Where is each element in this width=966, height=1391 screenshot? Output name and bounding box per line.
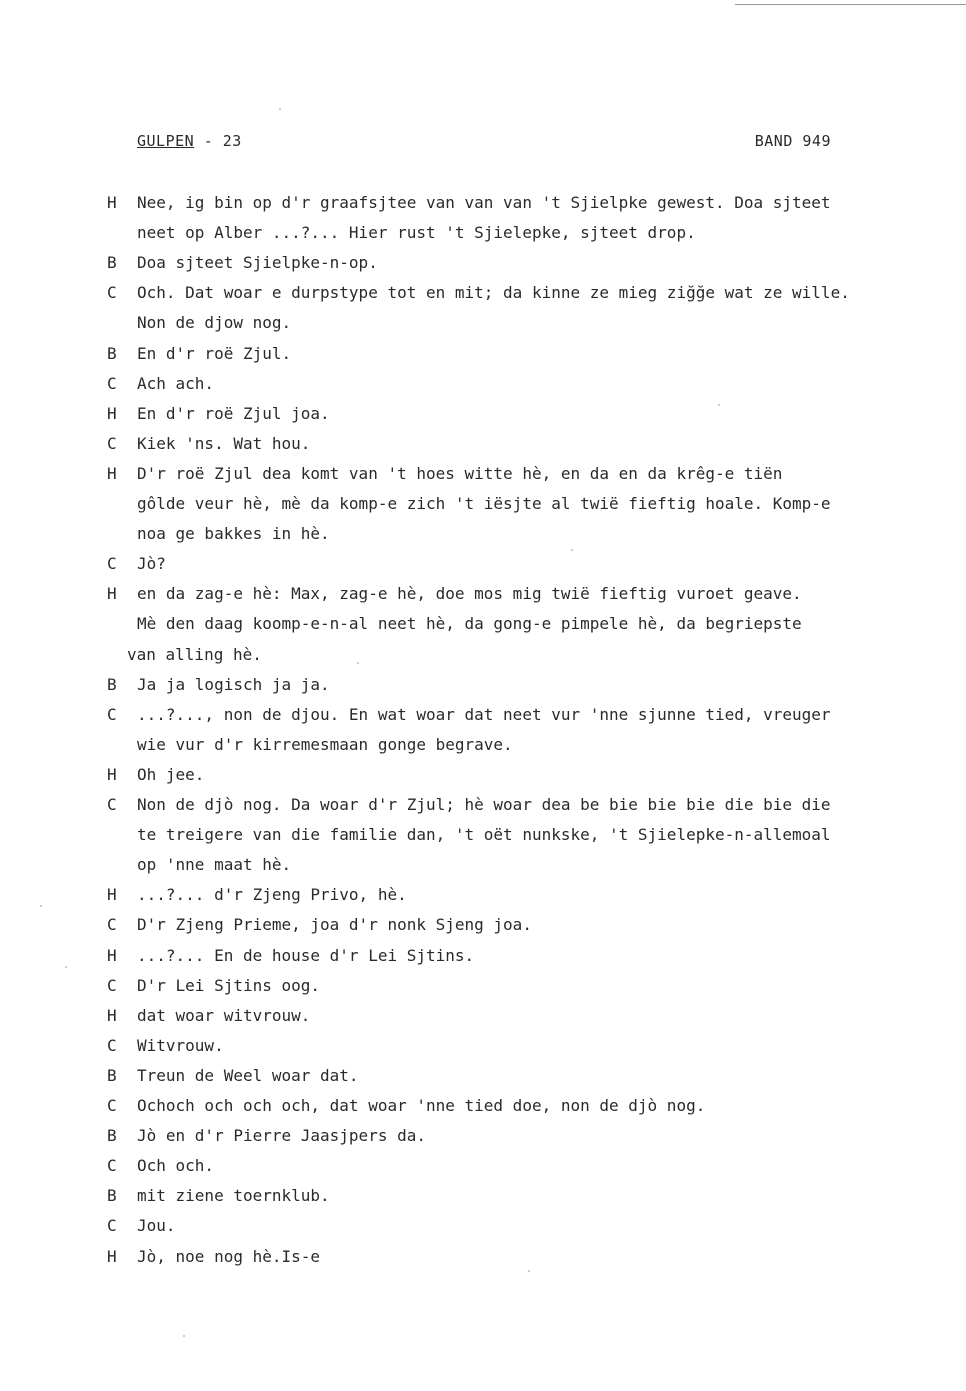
speaker-label: B bbox=[107, 675, 117, 694]
transcript-line bbox=[0, 974, 966, 998]
line-text: En d'r roë Zjul joa. bbox=[137, 404, 330, 423]
transcript-line bbox=[0, 522, 966, 546]
speaker-label: H bbox=[107, 404, 117, 423]
line-text: mit ziene toernklub. bbox=[137, 1186, 330, 1205]
speaker-label: B bbox=[107, 1066, 117, 1085]
line-text: D'r Lei Sjtins oog. bbox=[137, 976, 321, 995]
speaker-label: C bbox=[107, 1216, 117, 1235]
line-text: Och och. bbox=[137, 1156, 215, 1175]
transcript-line bbox=[0, 432, 966, 456]
speaker-label: H bbox=[107, 584, 117, 603]
transcript-line bbox=[0, 1094, 966, 1118]
transcript-line bbox=[0, 221, 966, 245]
line-text: Jò en d'r Pierre Jaasjpers da. bbox=[137, 1126, 426, 1145]
line-text: ...?..., non de djou. En wat woar dat neet vur 'nne sjunne tied, vreuger bbox=[137, 705, 831, 724]
line-text: D'r roë Zjul dea komt van 't hoes witte hè, en da en da krêg-e tiën bbox=[137, 464, 783, 483]
title-page-number: - 23 bbox=[194, 132, 242, 150]
transcript-line bbox=[0, 462, 966, 486]
line-text: Non de djow nog. bbox=[137, 313, 292, 332]
transcript-line bbox=[0, 1154, 966, 1178]
transcript-line bbox=[0, 1124, 966, 1148]
speaker-label: C bbox=[107, 1156, 117, 1175]
speaker-label: C bbox=[107, 976, 117, 995]
transcript-line bbox=[0, 1245, 966, 1269]
transcript-line bbox=[0, 311, 966, 335]
line-text: gôlde veur hè, mè da komp-e zich 't iësjte al twië fieftig hoale. Komp-e bbox=[137, 494, 831, 513]
line-text: Och. Dat woar e durpstype tot en mit; da kinne ze mieg ziğğe wat ze wille. bbox=[137, 283, 850, 302]
transcript-line bbox=[0, 733, 966, 757]
speaker-label: B bbox=[107, 253, 117, 272]
line-text: Jou. bbox=[137, 1216, 176, 1235]
scan-speck bbox=[718, 404, 720, 406]
transcript-line bbox=[0, 552, 966, 576]
speaker-label: H bbox=[107, 1006, 117, 1025]
transcript-line bbox=[0, 673, 966, 697]
scan-speck bbox=[40, 905, 42, 907]
title-place: GULPEN bbox=[137, 132, 195, 150]
line-text: Kiek 'ns. Wat hou. bbox=[137, 434, 311, 453]
line-text: Jò, noe nog hè.Is-e bbox=[137, 1247, 321, 1266]
speaker-label: B bbox=[107, 344, 117, 363]
speaker-label: B bbox=[107, 1186, 117, 1205]
speaker-label: C bbox=[107, 1036, 117, 1055]
transcript-line bbox=[0, 342, 966, 366]
transcript-line bbox=[0, 492, 966, 516]
speaker-label: H bbox=[107, 1247, 117, 1266]
speaker-label: B bbox=[107, 1126, 117, 1145]
line-text: En d'r roë Zjul. bbox=[137, 344, 292, 363]
line-text: Non de djò nog. Da woar d'r Zjul; hè woar dea be bie bie bie die bie die bbox=[137, 795, 831, 814]
line-text: en da zag-e hè: Max, zag-e hè, doe mos mig twië fieftig vuroet geave. bbox=[137, 584, 802, 603]
transcript-line bbox=[0, 823, 966, 847]
speaker-label: C bbox=[107, 795, 117, 814]
speaker-label: H bbox=[107, 765, 117, 784]
line-text: ...?... d'r Zjeng Privo, hè. bbox=[137, 885, 407, 904]
transcript-line bbox=[0, 582, 966, 606]
line-text: D'r Zjeng Prieme, joa d'r nonk Sjeng joa. bbox=[137, 915, 532, 934]
line-text: Mè den daag koomp-e-n-al neet hè, da gong-e pimpele hè, da begriepste bbox=[137, 614, 802, 633]
line-text: op 'nne maat hè. bbox=[137, 855, 292, 874]
scan-speck bbox=[528, 1270, 530, 1272]
scan-speck bbox=[279, 108, 281, 110]
line-text: Oh jee. bbox=[137, 765, 205, 784]
transcript-line bbox=[0, 944, 966, 968]
transcript-line bbox=[0, 643, 966, 667]
transcript-line bbox=[0, 913, 966, 937]
line-text: noa ge bakkes in hè. bbox=[137, 524, 330, 543]
speaker-label: C bbox=[107, 434, 117, 453]
line-text: Witvrouw. bbox=[137, 1036, 224, 1055]
line-text: Ja ja logisch ja ja. bbox=[137, 675, 330, 694]
line-text: te treigere van die familie dan, 't oët nunkske, 't Sjielepke-n-allemoal bbox=[137, 825, 831, 844]
line-text: Ach ach. bbox=[137, 374, 215, 393]
line-text: neet op Alber ...?... Hier rust 't Sjielepke, sjteet drop. bbox=[137, 223, 696, 242]
speaker-label: C bbox=[107, 705, 117, 724]
band-label: BAND 949 bbox=[754, 132, 831, 150]
line-text: wie vur d'r kirremesmaan gonge begrave. bbox=[137, 735, 513, 754]
scan-speck bbox=[357, 662, 359, 664]
transcript-line bbox=[0, 372, 966, 396]
line-text: dat woar witvrouw. bbox=[137, 1006, 311, 1025]
transcript-line bbox=[0, 793, 966, 817]
scan-speck bbox=[65, 966, 67, 968]
speaker-label: C bbox=[107, 554, 117, 573]
transcript-line bbox=[0, 281, 966, 305]
line-text: Ochoch och och och, dat woar 'nne tied doe, non de djò nog. bbox=[137, 1096, 706, 1115]
line-text: Doa sjteet Sjielpke-n-op. bbox=[137, 253, 378, 272]
speaker-label: H bbox=[107, 946, 117, 965]
speaker-label: C bbox=[107, 915, 117, 934]
speaker-label: H bbox=[107, 193, 117, 212]
line-text: Nee, ig bin op d'r graafsjtee van van van 't Sjielpke gewest. Doa sjteet bbox=[137, 193, 831, 212]
line-text: Treun de Weel woar dat. bbox=[137, 1066, 359, 1085]
line-text: Jò? bbox=[137, 554, 166, 573]
transcript-line bbox=[0, 402, 966, 426]
transcript-line bbox=[0, 251, 966, 275]
speaker-label: C bbox=[107, 283, 117, 302]
speaker-label: C bbox=[107, 374, 117, 393]
transcript-line bbox=[0, 883, 966, 907]
speaker-label: H bbox=[107, 885, 117, 904]
transcript-line bbox=[0, 763, 966, 787]
scan-speck bbox=[571, 549, 573, 551]
line-text: van alling hè. bbox=[127, 645, 262, 664]
transcript-line bbox=[0, 191, 966, 215]
scan-speck bbox=[183, 1335, 185, 1337]
transcript-line bbox=[0, 1064, 966, 1088]
speaker-label: C bbox=[107, 1096, 117, 1115]
line-text: ...?... En de house d'r Lei Sjtins. bbox=[137, 946, 475, 965]
transcript-line bbox=[0, 1034, 966, 1058]
transcript-line bbox=[0, 1214, 966, 1238]
transcript-line bbox=[0, 853, 966, 877]
transcript-line bbox=[0, 1004, 966, 1028]
speaker-label: H bbox=[107, 464, 117, 483]
transcript-line bbox=[0, 1184, 966, 1208]
transcript-line bbox=[0, 703, 966, 727]
transcript-line bbox=[0, 612, 966, 636]
